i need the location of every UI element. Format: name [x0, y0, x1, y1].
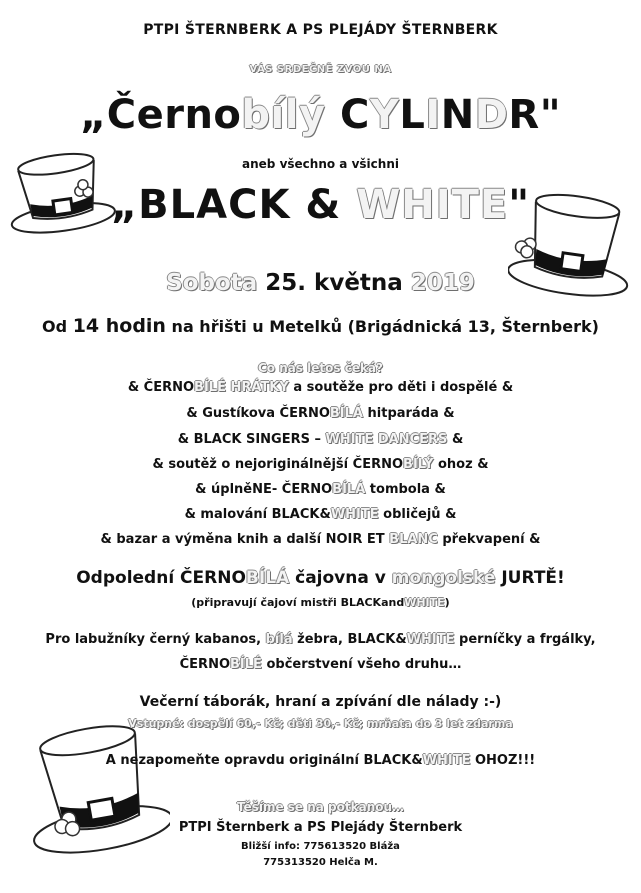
date-weekday: Sobota — [166, 270, 258, 296]
program-item — [0, 507, 641, 522]
program-item — [0, 380, 641, 395]
program-item-text: & malování BLACK& — [184, 507, 331, 522]
title1-open-quote: „ — [79, 92, 107, 138]
event-date — [0, 270, 641, 296]
tea-text: Odpolední ČERNO — [76, 568, 246, 588]
place-location: na hřišti u Metelků (Brigádnická 13, Šternberk) — [171, 317, 599, 336]
program-item-text: překvapení & — [442, 532, 541, 547]
title2-white-part: WHITE — [356, 182, 509, 228]
date-day: 25. května — [265, 270, 403, 296]
program-item-white: BÍLÁ — [332, 482, 366, 497]
food-white: WHITE — [406, 632, 455, 647]
title1-white-part: bílý — [241, 92, 326, 138]
top-hat-bottom-left-icon — [22, 718, 170, 860]
ohoz-text: OHOZ!!! — [475, 753, 536, 768]
food-text: perníčky a frgálky, — [459, 632, 596, 647]
tea-white: BÍLÁ — [245, 568, 290, 588]
program-item-text: & — [451, 432, 464, 447]
title2-black-part: BLACK & — [138, 182, 342, 228]
food-white: bílá — [265, 632, 293, 647]
program-item-white: BÍLÝ — [403, 457, 434, 472]
tea-sub-white: WHITE — [404, 596, 445, 609]
program-item-white: WHITE DANCERS — [325, 432, 448, 447]
food-line-1 — [0, 632, 641, 647]
admission-prices: Vstupné: dospělí 60,- Kč; děti 30,- Kč; mrňata do 3 let zdarma — [128, 717, 513, 730]
program-item-text: & BLACK SINGERS – — [177, 432, 322, 447]
place-time: 14 hodin — [72, 315, 166, 337]
program-item — [0, 406, 641, 421]
organizers-heading: PTPI ŠTERNBERK A PS PLEJÁDY ŠTERNBERK — [143, 22, 498, 38]
title1-cyl-y: Y — [369, 92, 400, 138]
place-from: Od — [42, 317, 68, 336]
program-item-white: WHITE — [330, 507, 379, 522]
see-you-line: Těšíme se na potkanou… — [236, 800, 405, 814]
program-item-text: hitparáda & — [367, 406, 455, 421]
food-white: BÍLÉ — [230, 657, 262, 672]
title1-black-part: Černo — [106, 92, 242, 138]
title-cernobily-cylindr — [0, 92, 641, 138]
program-item-text: & Gustíkova ČERNO — [186, 406, 330, 421]
title1-cyl-l: L — [399, 92, 426, 138]
ohoz-text: A nezapomeňte opravdu originální BLACK& — [105, 753, 423, 768]
program-item-text: tombola & — [369, 482, 446, 497]
tea-sub-text: (připravují čajoví mistři BLACKand — [191, 596, 405, 609]
tea-text: čajovna v — [295, 568, 386, 588]
program-item-text: ohoz & — [437, 457, 489, 472]
title1-cyl-c: C — [339, 92, 370, 138]
program-item-white: BÍLÁ — [329, 406, 363, 421]
tea-masters-note — [0, 596, 641, 609]
food-text: žebra, BLACK& — [297, 632, 407, 647]
outfit-reminder — [0, 753, 641, 768]
program-item — [0, 532, 641, 547]
food-line-2 — [0, 657, 641, 672]
signature: PTPI Šternberk a PS Plejády Šternberk — [178, 820, 463, 835]
ohoz-white: WHITE — [422, 753, 471, 768]
contact-info-1: Bližší info: 775613520 Bláža — [241, 841, 400, 852]
program-item-text: obličejů & — [383, 507, 457, 522]
program-item — [0, 457, 641, 472]
program-item — [0, 482, 641, 497]
program-item-text: & bazar a výměna knih a další NOIR ET — [100, 532, 385, 547]
event-place — [0, 315, 641, 337]
title1-cyl-i: I — [425, 92, 441, 138]
tea-white: mongolské — [391, 568, 496, 588]
tea-text: JURTĚ! — [501, 568, 565, 588]
campfire-line: Večerní táborák, hraní a zpívání dle nálady :-) — [139, 694, 502, 710]
food-text: ČERNO — [179, 657, 231, 672]
title2-close-quote: " — [508, 182, 531, 228]
program-item-text: a soutěže pro děti i dospělé & — [293, 380, 514, 395]
title2-open-quote: „ — [110, 182, 139, 228]
program-item-text: & úplněNE- ČERNO — [195, 482, 333, 497]
program-item-white: BLANC — [389, 532, 438, 547]
program-item — [0, 432, 641, 447]
program-item-white: BÍLÉ HRÁTKY — [194, 380, 289, 395]
title1-cyl-n: N — [440, 92, 475, 138]
program-item-text: & ČERNO — [127, 380, 195, 395]
program-item-text: & soutěž o nejoriginálnější ČERNO — [152, 457, 404, 472]
title1-cyl-r: R — [508, 92, 540, 138]
title1-cyl-d: D — [474, 92, 509, 138]
title1-close-quote: " — [539, 92, 562, 138]
aneb-subtitle: aneb všechno a všichni — [242, 157, 399, 171]
date-year: 2019 — [410, 270, 475, 296]
invite-text: VÁS SRDEČNĚ ZVOU NA — [249, 64, 392, 75]
program-heading: Co nás letos čeká? — [257, 361, 384, 375]
contact-info-2: 775313520 Helča M. — [263, 857, 378, 868]
food-text: občerstvení všeho druhu… — [266, 657, 462, 672]
food-text: Pro labužníky černý kabanos, — [45, 632, 262, 647]
tea-room-line — [0, 568, 641, 588]
tea-sub-text: ) — [444, 596, 450, 609]
title-black-white — [0, 182, 641, 228]
